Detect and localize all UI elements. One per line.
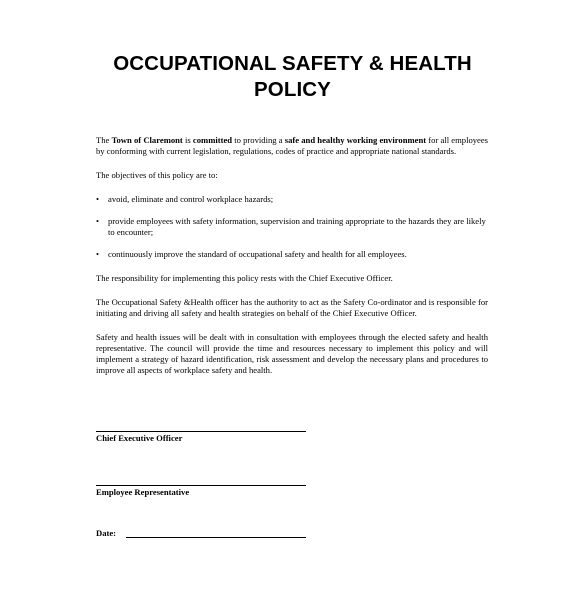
bullet-icon: •	[96, 216, 100, 226]
list-item: • provide employees with safety information, supervision and training appropriate to the hazards they are likely to encounter;	[96, 216, 486, 237]
document-title	[60, 51, 525, 103]
ceo-signature-line[interactable]	[96, 431, 306, 432]
list-item: • avoid, eliminate and control workplace hazards;	[96, 194, 274, 204]
title-line-2: POLICY	[254, 78, 331, 101]
objectives-intro: The objectives of this policy are to:	[96, 170, 218, 180]
committed-text: committed	[192, 135, 233, 145]
bullet-icon: •	[96, 249, 100, 259]
consultation-paragraph: Safety and health issues will be dealt with in consultation with employees through the elected safety and health representative. The council will provide the time and resources necessary to implement this policy and will implement a strategy of hazard identification, risk assessment and develop the necessary plans and procedures to improve all aspects of workplace safety and health.	[96, 332, 488, 375]
organization-name: Town of Claremont	[111, 135, 183, 145]
intro-paragraph: The Town of Claremont is committed to providing a safe and healthy working environment for all employees by conforming with current legislation, regulations, codes of practice and appropriate national standards.	[96, 135, 489, 156]
employee-rep-signature-line[interactable]	[96, 485, 306, 486]
bullet-icon: •	[96, 194, 100, 204]
ceo-signature-label: Chief Executive Officer	[96, 433, 183, 443]
safe-environment-text: safe and healthy working environment	[284, 135, 427, 145]
policy-body	[96, 135, 488, 376]
list-item: • continuously improve the standard of occupational safety and health for all employees.	[96, 249, 407, 259]
objectives-list	[96, 194, 488, 260]
date-line[interactable]	[126, 537, 306, 538]
date-label: Date:	[96, 528, 117, 538]
responsibility-paragraph: The responsibility for implementing this policy rests with the Chief Executive Officer.	[96, 273, 393, 283]
officer-paragraph: The Occupational Safety &Health officer has the authority to act as the Safety Co-ordinator and is responsible for initiating and driving all safety and health strategies on behalf of the Chief Executive Officer.	[96, 297, 488, 318]
title-line-1: OCCUPATIONAL SAFETY & HEALTH	[113, 52, 472, 75]
employee-rep-signature-label: Employee Representative	[96, 487, 190, 497]
